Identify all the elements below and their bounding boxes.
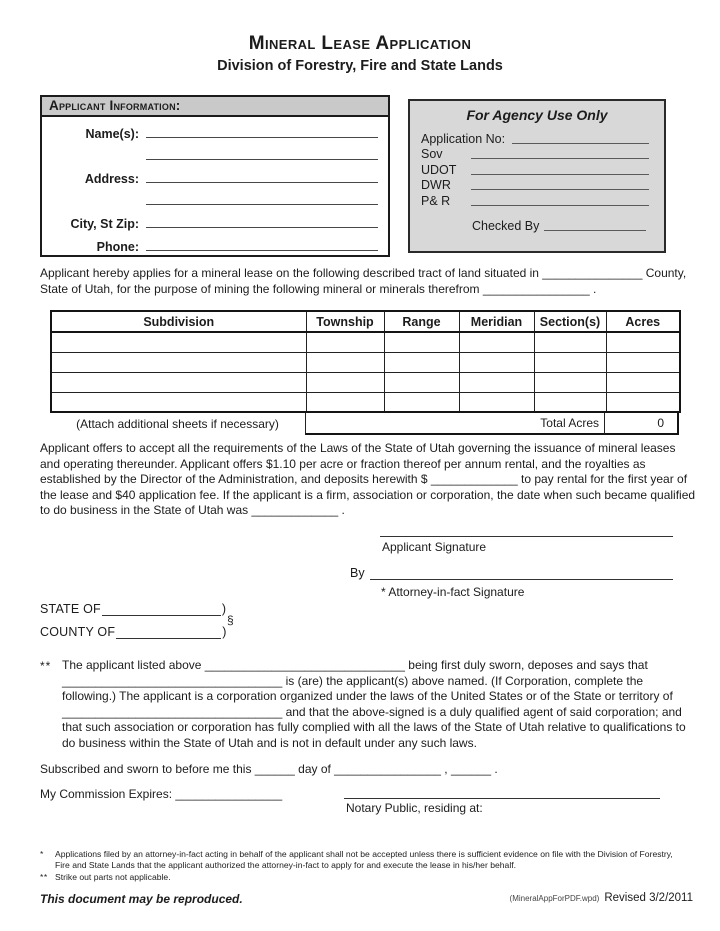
attorney-signature-row <box>350 566 673 580</box>
checked-by-row <box>410 217 664 233</box>
applicant-name-extra-line[interactable] <box>146 144 378 160</box>
land-cell[interactable] <box>606 392 680 412</box>
land-cell[interactable] <box>606 372 680 392</box>
agency-use-title: For Agency Use Only <box>466 107 608 123</box>
land-cell[interactable] <box>306 332 384 352</box>
column-header-subdivision: Subdivision <box>51 311 306 332</box>
udot-line[interactable] <box>471 163 649 175</box>
county-close-paren: ) <box>222 625 227 639</box>
dwr-row <box>410 177 664 193</box>
footnote-attorney-text: Applications filed by an attorney-in-fact acting in behalf of the applicant shall not be accepted unless there is sufficient evidence on file with the Division of Forestry, Fire and State Lands that the applicant authorized the attorney-in-fact to apply for and execute the lease in his/her behalf. <box>55 849 673 870</box>
by-label: By <box>350 566 365 580</box>
land-cell[interactable] <box>51 392 306 412</box>
applicant-name-label: Name(s): <box>85 126 139 141</box>
attorney-signature-line[interactable] <box>370 568 673 580</box>
land-cell[interactable] <box>51 352 306 372</box>
revision-info <box>510 892 693 904</box>
applicant-address-row <box>42 163 388 186</box>
notary-signature-line[interactable] <box>344 798 660 799</box>
applicant-info-header: Applicant Information: <box>42 97 388 117</box>
reproduced-note: This document may be reproduced. <box>40 892 243 906</box>
land-cell[interactable] <box>384 372 459 392</box>
land-cell[interactable] <box>459 332 534 352</box>
county-of-row <box>40 625 227 639</box>
applicant-signature-line[interactable] <box>380 536 673 537</box>
county-of-label: COUNTY OF <box>40 625 116 639</box>
land-table-row <box>51 372 680 392</box>
applicant-name-line[interactable] <box>146 122 378 138</box>
applicant-name-row <box>42 118 388 141</box>
applicant-citystzip-label: City, St Zip: <box>70 216 139 231</box>
sworn-statement-text: The applicant listed above ______________________________ being first duly sworn, deposes and says that _________________________________ is (are) the applicant(s) above named. (If Corporation, complete the following.) The applicant is a corporation organized under the laws of the United States or of the State or territory of _________________________________ and that the above-signed is a duly qualified agent of said corporation; and that such association or corporation has fully complied with all the laws of the State of Utah relative to qualifications to do business within the State of Utah and is not in default under any such laws. <box>62 658 686 750</box>
state-of-line[interactable] <box>102 604 221 616</box>
column-header-township: Township <box>306 311 384 332</box>
applicant-address-label: Address: <box>84 171 139 186</box>
footnote-attorney-marker: * <box>40 849 44 859</box>
pr-line[interactable] <box>471 194 649 206</box>
land-cell[interactable] <box>459 372 534 392</box>
land-cell[interactable] <box>606 352 680 372</box>
footnotes <box>40 849 688 883</box>
column-header-acres: Acres <box>606 311 680 332</box>
dwr-label: DWR <box>421 178 451 193</box>
land-cell[interactable] <box>534 392 606 412</box>
county-of-line[interactable] <box>116 627 221 639</box>
applicant-address-line[interactable] <box>146 167 378 183</box>
udot-label: UDOT <box>421 162 457 177</box>
state-close-paren: ) <box>221 602 227 616</box>
state-of-row <box>40 602 226 616</box>
land-table-row <box>51 392 680 412</box>
land-cell[interactable] <box>459 352 534 372</box>
attach-sheets-note: (Attach additional sheets if necessary) <box>76 417 279 431</box>
section-symbol: § <box>227 613 234 627</box>
total-acres-label: Total Acres <box>305 413 605 435</box>
checked-by-line[interactable] <box>544 219 646 231</box>
intro-paragraph: Applicant hereby applies for a mineral lease on the following described tract of land situated in _______________ County, State of Utah, for the purpose of mining the following mineral or minerals therefrom ________________ . <box>40 266 687 296</box>
footnote-strikeout-text: Strike out parts not applicable. <box>55 871 171 882</box>
land-cell[interactable] <box>459 392 534 412</box>
applicant-info-box <box>40 95 390 257</box>
land-cell[interactable] <box>306 392 384 412</box>
udot-row <box>410 161 664 177</box>
land-cell[interactable] <box>306 372 384 392</box>
column-header-meridian: Meridian <box>459 311 534 332</box>
footnote-attorney <box>40 849 688 871</box>
applicant-phone-label: Phone: <box>96 239 139 254</box>
subscribed-line: Subscribed and sworn to before me this ______ day of ________________ , ______ . <box>40 762 498 776</box>
land-cell[interactable] <box>534 372 606 392</box>
state-of-label: STATE OF <box>40 602 101 616</box>
applicant-address-extra-line[interactable] <box>146 189 378 205</box>
land-cell[interactable] <box>606 332 680 352</box>
checked-by-label: Checked By <box>472 218 540 233</box>
land-cell[interactable] <box>51 332 306 352</box>
pr-label: P& R <box>421 193 451 208</box>
notary-public-label: Notary Public, residing at: <box>346 801 483 815</box>
commission-expires-line: My Commission Expires: ________________ <box>40 787 283 801</box>
agency-use-box <box>408 99 666 253</box>
column-header-sections: Section(s) <box>534 311 606 332</box>
footnote-strikeout-marker: ** <box>40 871 48 882</box>
attorney-signature-label: * Attorney-in-fact Signature <box>381 585 525 599</box>
land-table-header-row <box>51 311 680 332</box>
applicant-signature-label: Applicant Signature <box>382 540 487 554</box>
applicant-citystzip-row <box>42 208 388 231</box>
total-acres-value: 0 <box>605 413 679 435</box>
file-tag: (MineralAppForPDF.wpd) <box>509 894 600 903</box>
sov-line[interactable] <box>471 147 649 159</box>
land-table-row <box>51 352 680 372</box>
offer-paragraph: Applicant offers to accept all the requirements of the Laws of the State of Utah governing the issuance of mineral leases and operating thereunder. Applicant offers $1.10 per acre or fraction thereof per annum rental, and the royalties as established by the Director of the Administration, and deposits herewith $ _____________ to pay rental for the first year of the lease and $40 application fee. If the applicant is a firm, association or corporation, the date when such became qualified to do business in the State of Utah was _____________ . <box>40 441 696 518</box>
applicant-phone-row <box>42 231 388 254</box>
land-cell[interactable] <box>306 352 384 372</box>
applicant-address-extra-row <box>42 186 388 209</box>
application-no-label: Application No: <box>421 131 506 146</box>
land-description-table <box>50 310 679 435</box>
sworn-statement-marker: ** <box>40 659 52 673</box>
page-title: Mineral Lease Application <box>248 33 472 54</box>
land-cell[interactable] <box>384 332 459 352</box>
land-cell[interactable] <box>534 332 606 352</box>
revised-date: Revised 3/2/2011 <box>604 892 693 904</box>
land-cell[interactable] <box>384 352 459 372</box>
column-header-range: Range <box>384 311 459 332</box>
sov-label: Sov <box>421 147 443 162</box>
application-no-row <box>410 130 664 146</box>
sworn-statement-block <box>40 658 695 752</box>
sov-row <box>410 146 664 162</box>
land-cell[interactable] <box>384 392 459 412</box>
applicant-phone-line[interactable] <box>146 235 378 251</box>
footnote-strikeout <box>40 872 688 883</box>
page-subtitle: Division of Forestry, Fire and State Lands <box>217 58 503 74</box>
application-no-line[interactable] <box>512 132 649 144</box>
applicant-name-extra-row <box>42 141 388 164</box>
pr-row <box>410 192 664 208</box>
dwr-line[interactable] <box>471 178 649 190</box>
land-cell[interactable] <box>51 372 306 392</box>
applicant-citystzip-line[interactable] <box>146 212 378 228</box>
land-table-row <box>51 332 680 352</box>
land-cell[interactable] <box>534 352 606 372</box>
